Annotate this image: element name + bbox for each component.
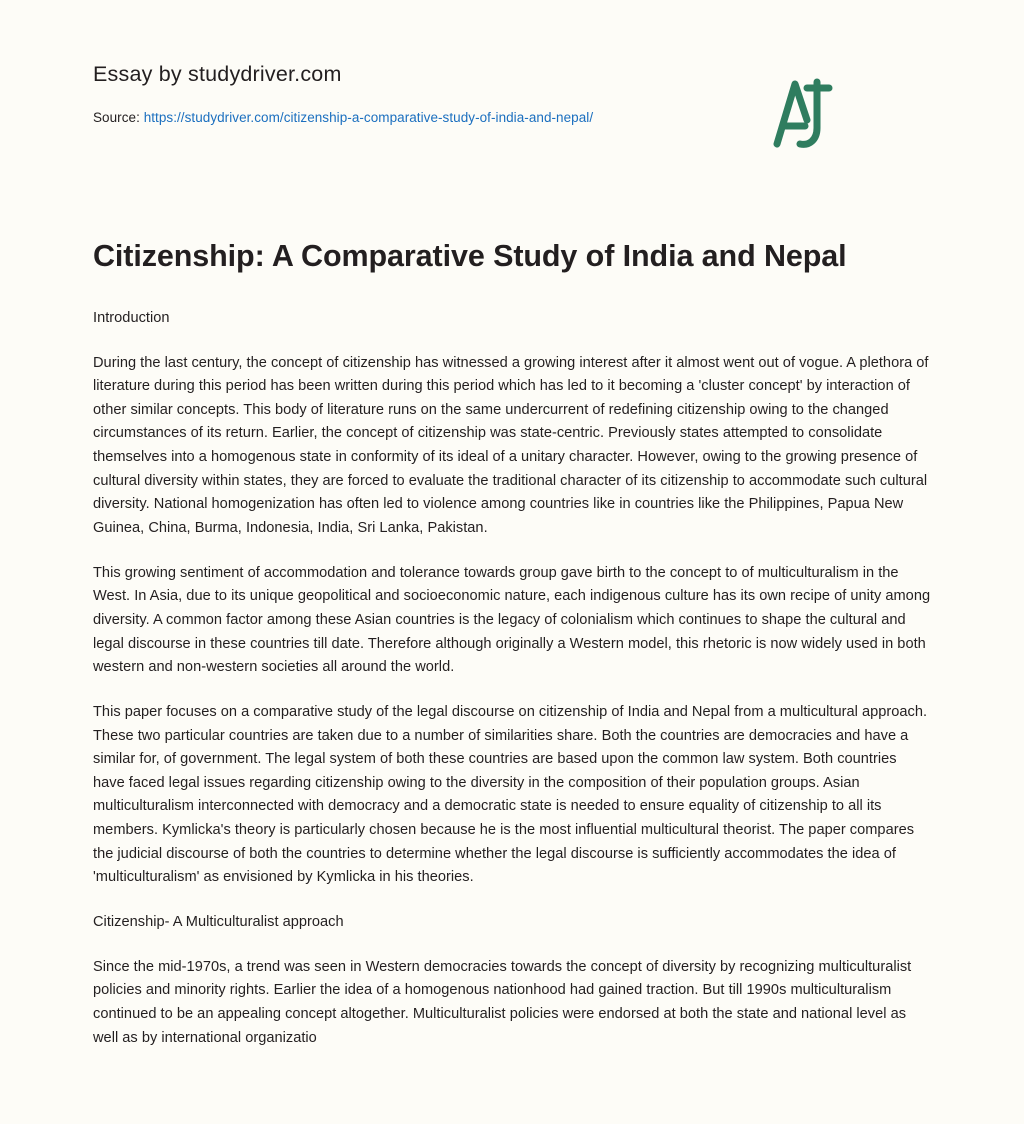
brand-name: studydriver.com xyxy=(188,62,342,86)
paragraph: This paper focuses on a comparative study of the legal discourse on citizenship of India and Nepal from a multicultural approach. These two particular countries are taken due to a number of similarities share. Both the countries are democracies and have a similar for, of government. The legal system of both these countries are based upon the common law system. Both countries have faced legal issues regarding citizenship owing to the diversity in the composition of their population groups. Asian multiculturalism interconnected with democracy and a democratic state is needed to ensure equality of citizenship to all its members. Kymlicka's theory is particularly chosen because he is the most influential multicultural theorist. The paper compares the judicial discourse of both the countries to determine whether the legal discourse is sufficiently accommodates the idea of 'multiculturalism' as envisioned by Kymlicka in his theories. xyxy=(93,703,928,886)
paragraph: Since the mid-1970s, a trend was seen in Western democracies towards the concept of diversity by recognizing multiculturalist policies and minority rights. Earlier the idea of a homogenous nationhood had gained traction. But till 1990s multiculturalism continued to be an appealing concept altogether. Multiculturalist policies were endorsed at both the state and national level as well as by international organizatio xyxy=(93,958,912,1046)
section-heading-multiculturalist-approach: Citizenship- A Multiculturalist approach xyxy=(93,914,344,931)
document-header xyxy=(93,0,931,125)
document-body xyxy=(93,275,931,1050)
source-label: Source: xyxy=(93,109,144,125)
section-heading-introduction: Introduction xyxy=(93,309,170,326)
paragraph: During the last century, the concept of citizenship has witnessed a growing interest after it almost went out of vogue. A plethora of literature during this period has been written during this period which has led to it becoming a 'cluster concept' by interaction of other similar concepts. This body of literature runs on the same undercurrent of redefining citizenship owing to the changed circumstances of its return. Earlier, the concept of citizenship was state-centric. Previously states attempted to consolidate themselves into a homogenous state in conformity of its ideal of a unitary character. However, owing to the growing presence of cultural diversity within states, they are forced to evaluate the traditional character of its citizenship to accommodate such cultural diversity. National homogenization has often led to violence among countries like in countries like the Philippines, Papua New Guinea, China, Burma, Indonesia, India, Sri Lanka, Pakistan. xyxy=(93,354,929,537)
source-url-link[interactable]: https://studydriver.com/citizenship-a-comparative-study-of-india-and-nepal/ xyxy=(143,109,594,125)
studydriver-logo-icon xyxy=(747,66,843,162)
essay-by-prefix: Essay by xyxy=(93,62,189,86)
page-title: Citizenship: A Comparative Study of India and Nepal xyxy=(93,238,847,273)
paragraph: This growing sentiment of accommodation and tolerance towards group gave birth to the concept to of multiculturalism in the West. In Asia, due to its unique geopolitical and socioeconomic nature, each indigenous culture has its own recipe of unity among diversity. A common factor among these Asian countries is the legacy of colonialism which continues to shape the cultural and legal discourse in these countries till date. Therefore although originally a Western model, this rhetoric is now widely used in both western and non-western societies all around the world. xyxy=(93,564,931,676)
